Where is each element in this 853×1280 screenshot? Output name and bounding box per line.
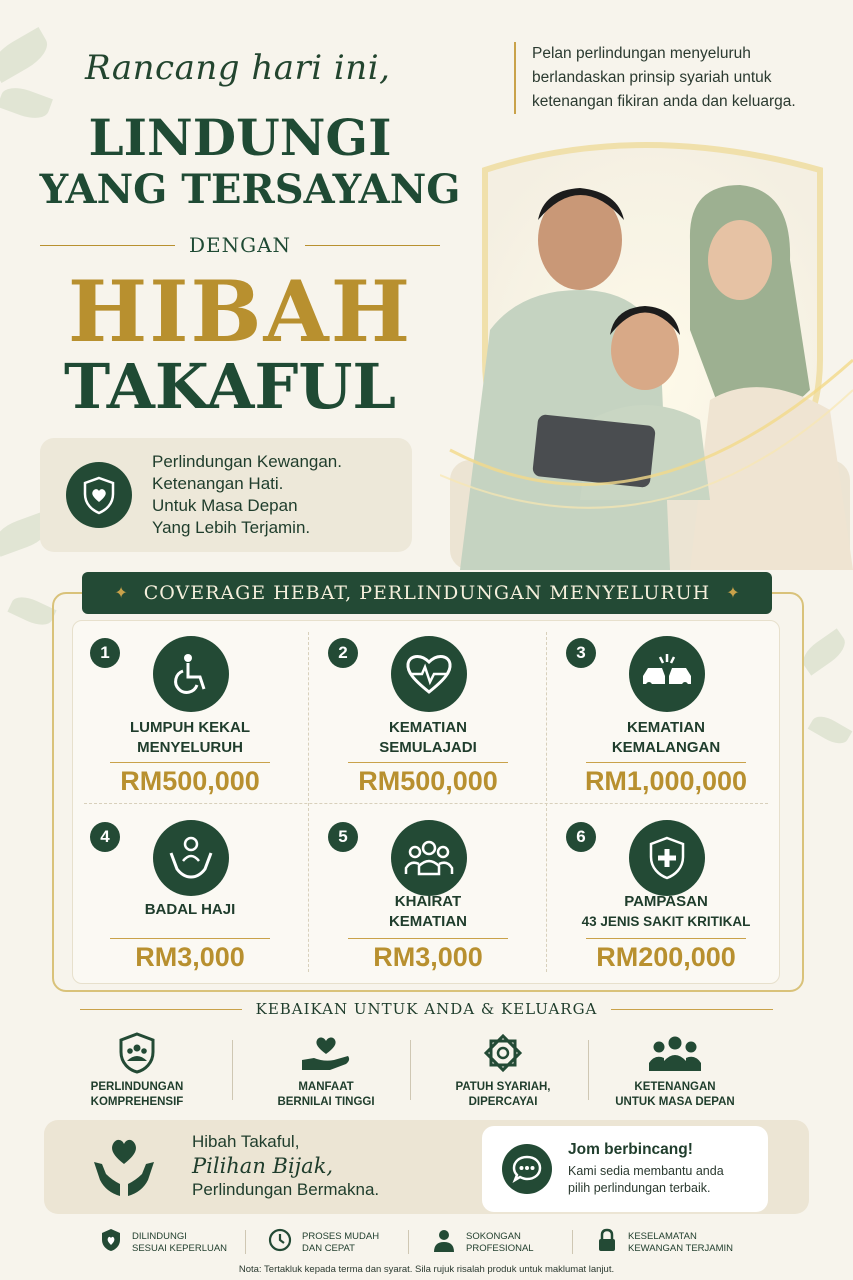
ornament-icon: ✦ [726, 585, 740, 602]
ornament-icon: ✦ [114, 585, 128, 602]
chat-bubble-icon[interactable] [502, 1144, 552, 1194]
tagline-line: Yang Lebih Terjamin. [152, 518, 311, 537]
benefit-item [590, 1030, 760, 1110]
grid-divider [308, 632, 309, 972]
medical-shield-icon [629, 820, 705, 896]
coverage-item [310, 622, 546, 804]
benefit-divider [410, 1040, 411, 1100]
benefit-item [52, 1030, 222, 1110]
background-leaf [0, 27, 53, 83]
dengan-text: DENGAN [188, 233, 292, 257]
clock-icon [268, 1228, 292, 1257]
cta-line2: Pilihan Bijak, [192, 1154, 334, 1178]
benefit-item [418, 1030, 588, 1110]
hibah-title: HIBAH [67, 262, 413, 361]
benefit-divider [232, 1040, 233, 1100]
footer-item [432, 1228, 534, 1257]
item-label: BADAL HAJI [144, 901, 236, 918]
coverage-item [548, 806, 784, 988]
footer-label: PROSES MUDAH DAN CEPAT [302, 1230, 380, 1254]
tagline-line: Ketenangan Hati. [152, 474, 284, 493]
item-label: KEMATIAN SEMULAJADI [379, 719, 477, 756]
amount-underline [348, 762, 508, 763]
family-shield-icon [52, 1030, 222, 1076]
item-label: KHAIRAT KEMATIAN [388, 893, 468, 930]
chat-card[interactable] [482, 1126, 768, 1212]
footer-divider [245, 1230, 246, 1254]
amount-underline [586, 762, 746, 763]
background-leaf [808, 711, 853, 748]
islamic-star-icon [418, 1030, 588, 1076]
item-number: 1 [90, 638, 120, 668]
background-leaf [797, 628, 850, 675]
takaful-title: TAKAFUL [63, 350, 396, 423]
amount-underline [110, 762, 270, 763]
heartbeat-icon [391, 636, 467, 712]
cta-text [192, 1130, 462, 1202]
coverage-banner [82, 572, 772, 614]
tagline-line: Perlindungan Kewangan. [152, 452, 342, 471]
lock-icon [596, 1228, 618, 1257]
hero-script-line: Rancang hari ini, [85, 48, 391, 88]
dengan-divider [40, 232, 440, 258]
amount-underline [586, 938, 746, 939]
footer-label: KESELAMATAN KEWANGAN TERJAMIN [628, 1230, 734, 1254]
item-number: 2 [328, 638, 358, 668]
wheelchair-icon [153, 636, 229, 712]
background-leaf [7, 592, 56, 631]
benefit-divider [588, 1040, 589, 1100]
benefits-title-row [80, 1000, 773, 1018]
family-photo [440, 130, 853, 570]
car-crash-icon [629, 636, 705, 712]
benefit-label: MANFAAT BERNILAI TINGGI [277, 1081, 375, 1108]
tagline-line: Untuk Masa Depan [152, 496, 298, 515]
intro-text: Pelan perlindungan menyeluruh berlandaskan prinsip syariah untuk ketenangan fikiran anda dan keluarga. [514, 42, 834, 114]
footer-divider [572, 1230, 573, 1254]
footer-item [100, 1228, 227, 1257]
caring-hands-icon [153, 820, 229, 896]
grid-divider [546, 632, 547, 972]
benefit-label: PATUH SYARIAH, DIPERCAYAI [455, 1081, 551, 1108]
item-amount: RM200,000 [596, 942, 736, 972]
cta-line1: Hibah Takaful, [192, 1132, 300, 1151]
benefit-item [241, 1030, 411, 1110]
item-number: 4 [90, 822, 120, 852]
chat-subtitle: Kami sedia membantu anda pilih perlindungan terbaik. [568, 1164, 724, 1195]
footer-divider [408, 1230, 409, 1254]
footer-item [268, 1228, 379, 1257]
coverage-item [310, 806, 546, 988]
hero-title-line1: LINDUNGI [88, 108, 392, 167]
benefit-label: PERLINDUNGAN KOMPREHENSIF [90, 1081, 184, 1108]
item-label: KEMATIAN KEMALANGAN [611, 719, 721, 756]
footer-label: SOKONGAN PROFESIONAL [466, 1230, 534, 1254]
shield-icon [100, 1228, 122, 1257]
item-number: 3 [566, 638, 596, 668]
hand-heart-icon [241, 1030, 411, 1076]
shield-heart-icon [66, 462, 132, 528]
chat-title: Jom berbincang! [568, 1141, 693, 1158]
coverage-item [72, 806, 308, 988]
amount-underline [110, 938, 270, 939]
item-number: 5 [328, 822, 358, 852]
item-amount: RM1,000,000 [584, 766, 748, 796]
tagline-text [152, 451, 342, 539]
item-amount: RM500,000 [120, 766, 260, 796]
item-number: 6 [566, 822, 596, 852]
item-label: PAMPASAN 43 JENIS SAKIT KRITIKAL [581, 893, 751, 929]
benefit-label: KETENANGAN UNTUK MASA DEPAN [615, 1081, 735, 1108]
amount-underline [348, 938, 508, 939]
disclaimer-note: Nota: Tertakluk kepada terma dan syarat. Sila rujuk risalah produk untuk maklumat lanjut. [238, 1264, 615, 1275]
footer-label: DILINDUNGI SESUAI KEPERLUAN [132, 1230, 228, 1254]
coverage-item [72, 622, 308, 804]
group-icon [391, 820, 467, 896]
coverage-item [548, 622, 784, 804]
footer-item [596, 1228, 733, 1257]
item-label: LUMPUH KEKAL MENYELURUH [130, 719, 250, 756]
benefits-title: KEBAIKAN UNTUK ANDA & KELUARGA [255, 1000, 598, 1018]
coverage-banner-title: COVERAGE HEBAT, PERLINDUNGAN MENYELURUH [143, 582, 711, 604]
tagline-card [40, 438, 412, 552]
item-amount: RM3,000 [135, 942, 245, 972]
cta-line3: Perlindungan Bermakna. [192, 1180, 380, 1199]
hero-title-line2: YANG TERSAYANG [39, 166, 461, 213]
item-amount: RM500,000 [358, 766, 498, 796]
caring-heart-icon [90, 1134, 158, 1205]
person-icon [432, 1228, 456, 1257]
family-icon [590, 1030, 760, 1076]
item-amount: RM3,000 [373, 942, 483, 972]
